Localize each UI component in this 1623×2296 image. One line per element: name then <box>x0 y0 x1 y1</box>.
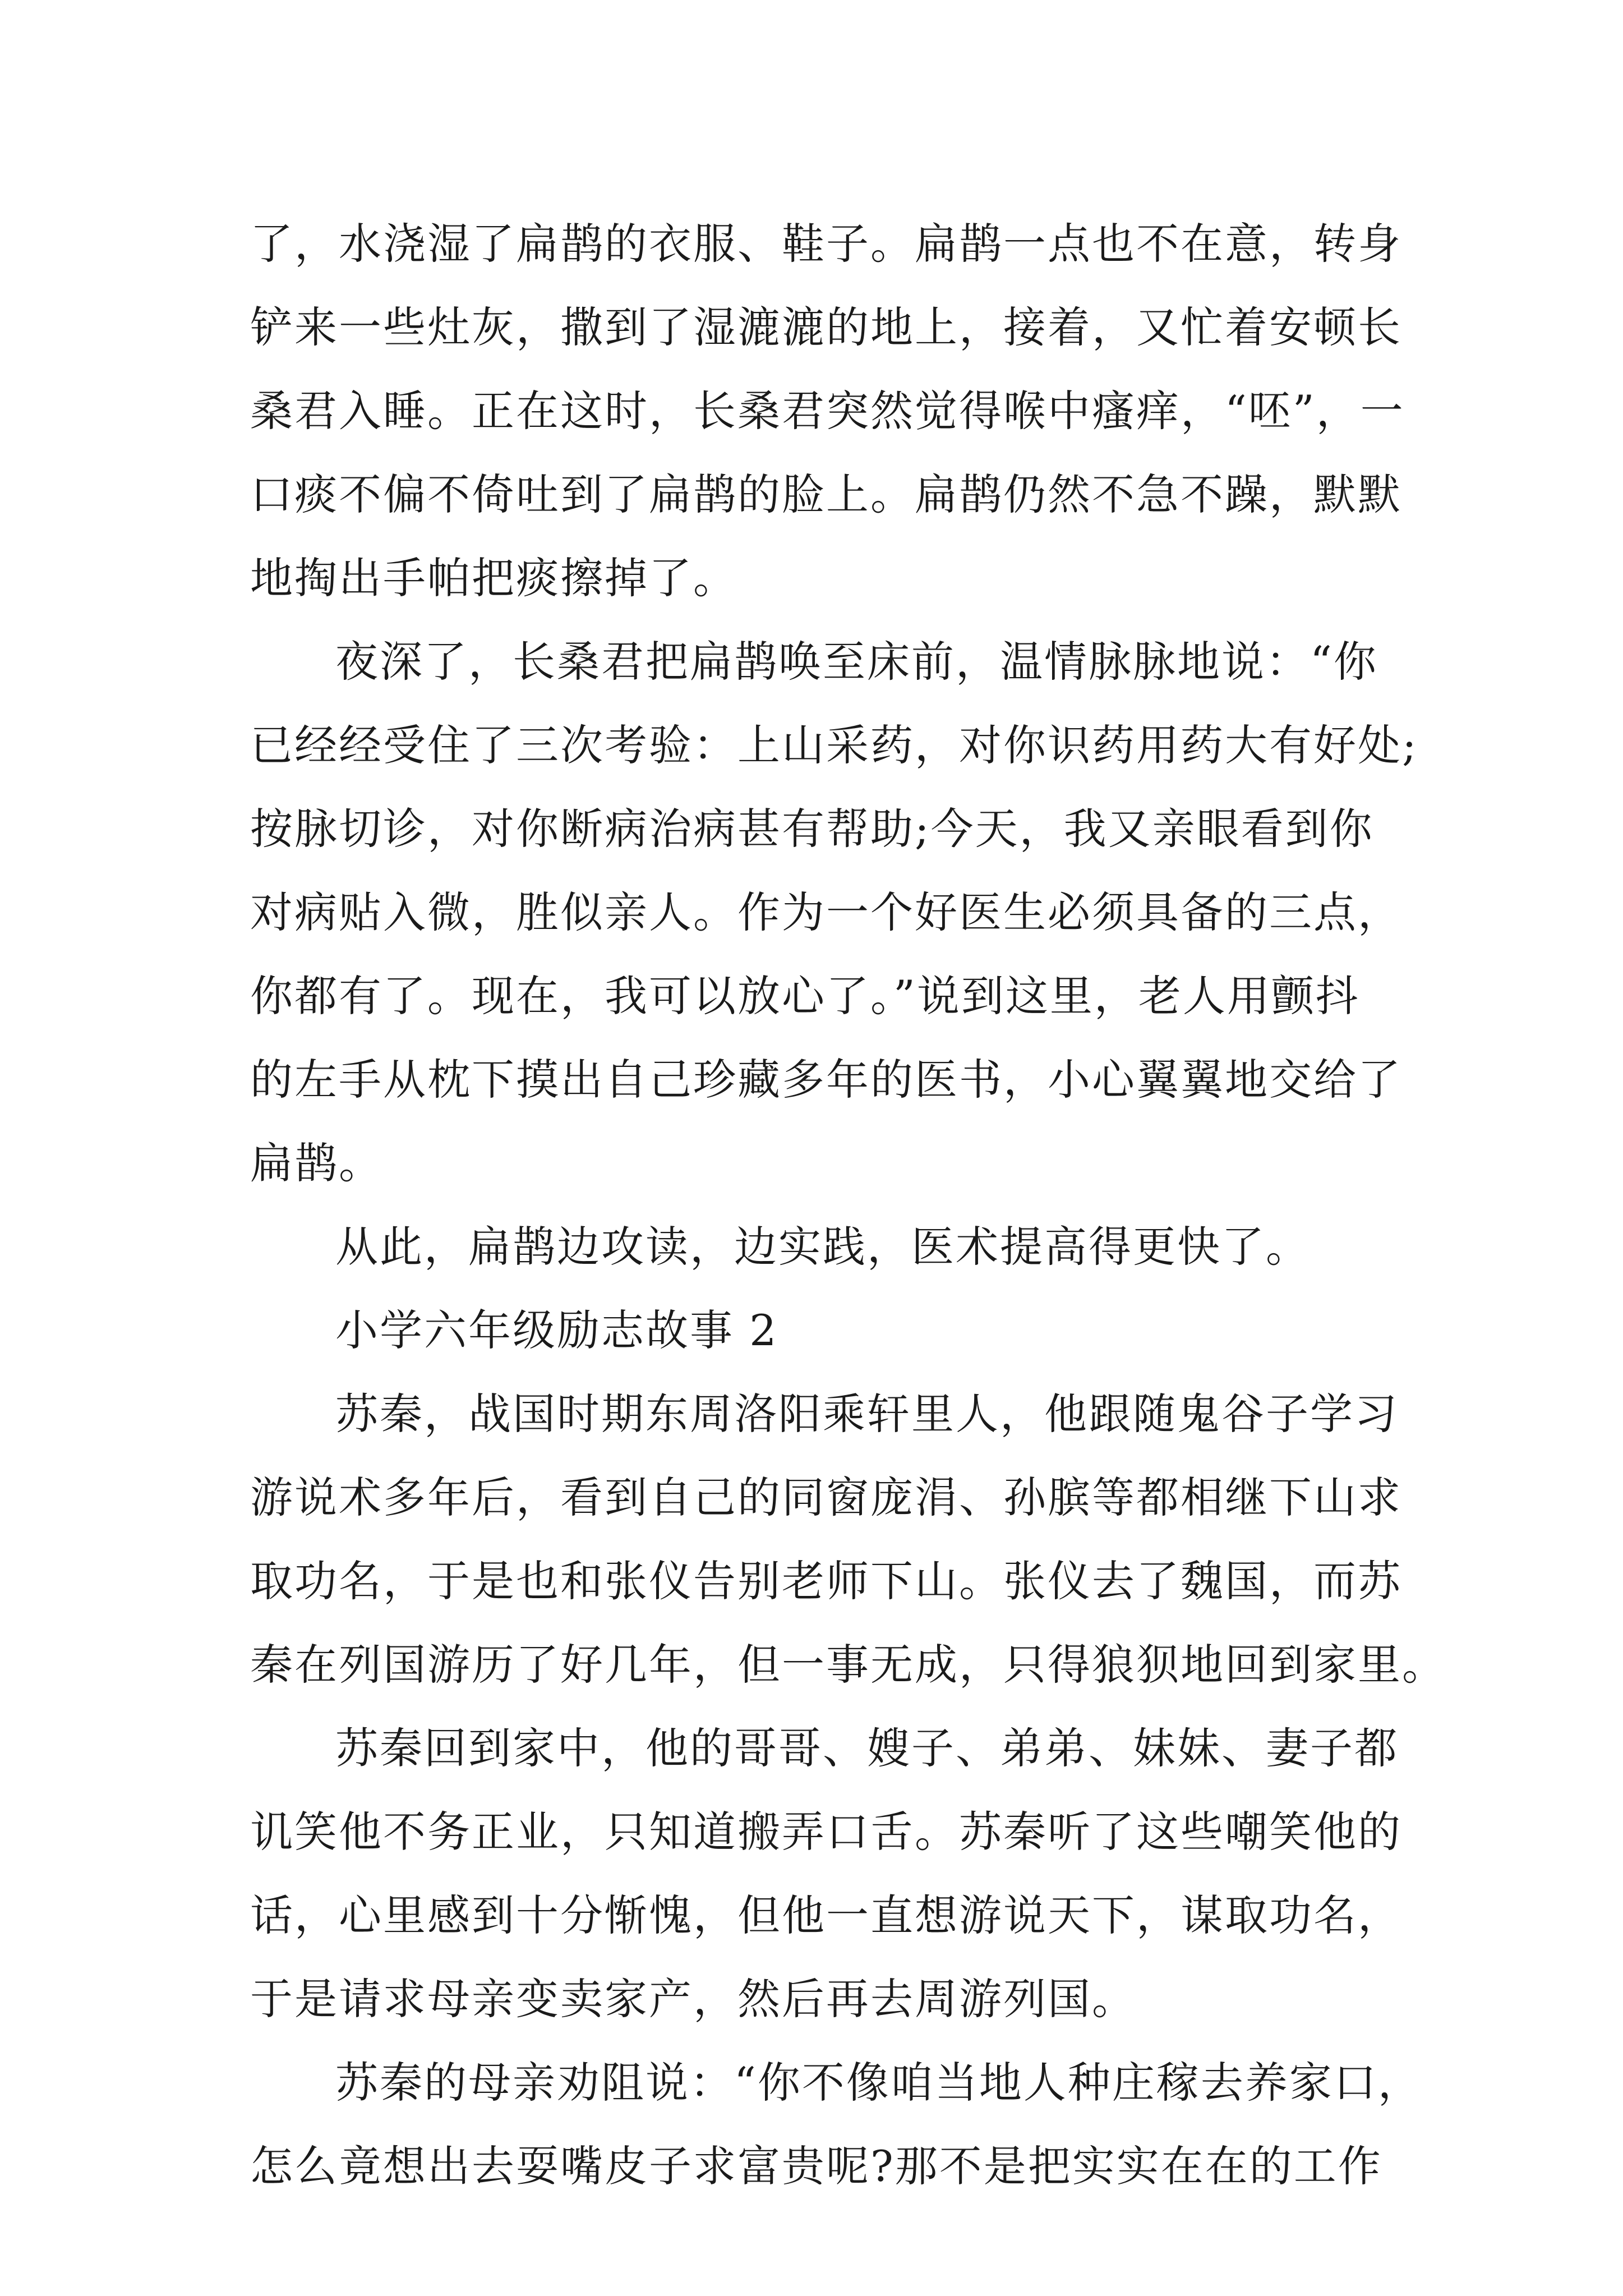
text-line: 苏秦回到家中，他的哥哥、嫂子、弟弟、妹妹、妻子都 <box>335 1723 1399 1773</box>
body-text <box>250 202 1446 2208</box>
text-line: 游说术多年后，看到自己的同窗庞涓、孙膑等都相继下山求 <box>250 1473 1402 1522</box>
text-line: 苏秦的母亲劝阻说：“你不像咱当地人种庄稼去养家口， <box>335 2058 1422 2108</box>
text-line: 铲来一些灶灰，撒到了湿漉漉的地上，接着，又忙着安顿长 <box>250 302 1402 352</box>
text-line: 从此，扁鹊边攻读，边实践，医术提高得更快了。 <box>335 1222 1310 1272</box>
text-line: 你都有了。现在，我可以放心了。”说到这里，老人用颤抖 <box>250 971 1360 1021</box>
text-line: 夜深了，长桑君把扁鹊唤至床前，温情脉脉地说：“你 <box>335 637 1378 687</box>
text-line: 按脉切诊，对你断病治病甚有帮助;今天，我又亲眼看到你 <box>250 804 1374 854</box>
text-line: 怎么竟想出去耍嘴皮子求富贵呢?那不是把实实在在的工作 <box>250 2141 1382 2191</box>
text-line: 小学六年级励志故事 2 <box>335 1305 778 1355</box>
text-line: 桑君入睡。正在这时，长桑君突然觉得喉中瘙痒，“呸”，一 <box>250 386 1405 436</box>
text-line: 扁鹊。 <box>250 1138 383 1188</box>
text-line: 秦在列国游历了好几年，但一事无成，只得狼狈地回到家里。 <box>250 1640 1446 1690</box>
text-line: 苏秦，战国时期东周洛阳乘轩里人，他跟随鬼谷子学习 <box>335 1389 1399 1439</box>
text-line: 讥笑他不务正业，只知道搬弄口舌。苏秦听了这些嘲笑他的 <box>250 1807 1402 1857</box>
text-line: 口痰不偏不倚吐到了扁鹊的脸上。扁鹊仍然不急不躁，默默 <box>250 470 1402 519</box>
text-line: 于是请求母亲变卖家产，然后再去周游列国。 <box>250 1974 1136 2024</box>
text-line: 的左手从枕下摸出自己珍藏多年的医书，小心翼翼地交给了 <box>250 1055 1402 1105</box>
text-line: 话，心里感到十分惭愧，但他一直想游说天下，谋取功名， <box>250 1890 1402 1940</box>
text-line: 了，水浇湿了扁鹊的衣服、鞋子。扁鹊一点也不在意，转身 <box>250 219 1402 269</box>
text-line: 地掏出手帕把痰擦掉了。 <box>250 553 737 603</box>
text-line: 对病贴入微，胜似亲人。作为一个好医生必须具备的三点， <box>250 887 1402 937</box>
text-line: 已经经受住了三次考验：上山采药，对你识药用药大有好处; <box>250 720 1418 770</box>
text-line: 取功名，于是也和张仪告别老师下山。张仪去了魏国，而苏 <box>250 1556 1402 1606</box>
